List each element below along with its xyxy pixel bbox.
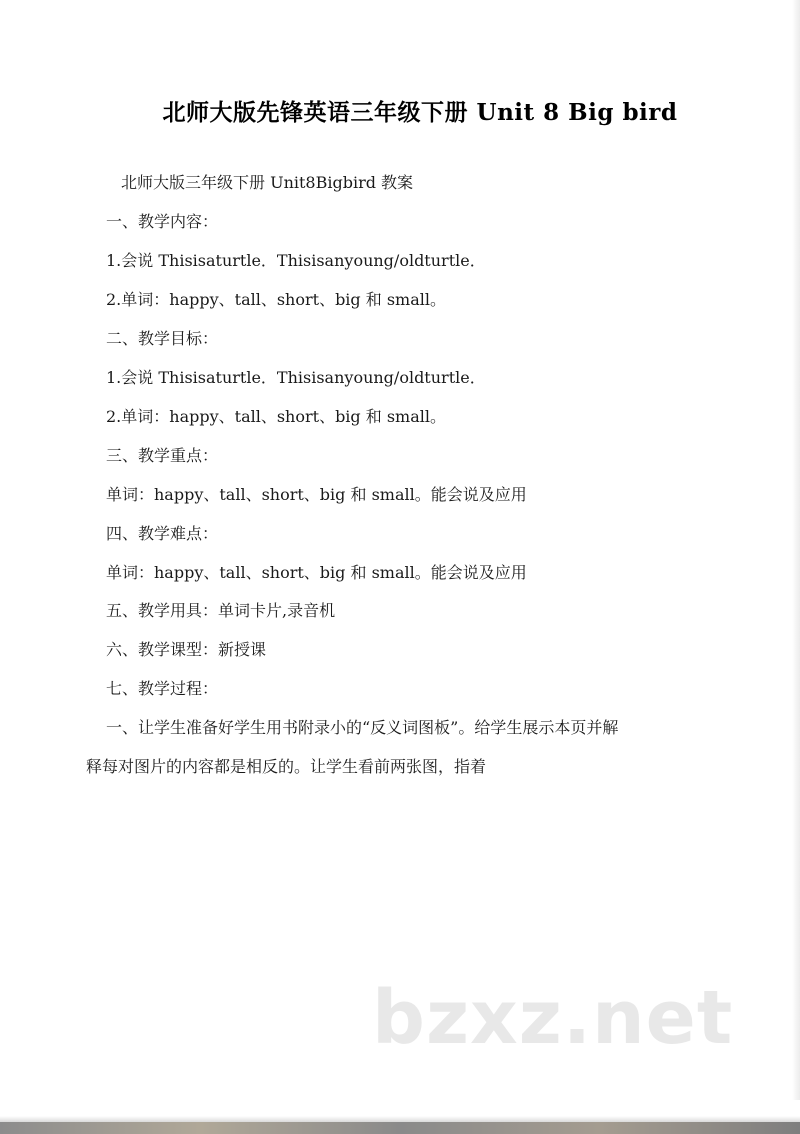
process-paragraph-line-2: 释每对图片的内容都是相反的。让学生看前两张图，指着: [86, 757, 487, 776]
section-heading-process: 七、教学过程：: [106, 679, 219, 698]
key-points-text: 单词：happy、tall、short、big 和 small。能会说及应用: [106, 485, 527, 504]
intro-line: 北师大版三年级下册 Unit8Bigbird 教案: [121, 173, 414, 192]
section-heading-content: 一、教学内容：: [106, 212, 219, 231]
goal-item-2: 2.单词：happy、tall、short、big 和 small。: [106, 407, 446, 426]
document-title: 北师大版先锋英语三年级下册 Unit 8 Big bird: [162, 99, 678, 126]
lesson-type-line: 六、教学课型：新授课: [106, 640, 267, 659]
page-edge-shadow: [792, 0, 800, 1100]
process-paragraph-line-1: 一、让学生准备好学生用书附录小的“反义词图板”。给学生展示本页并解: [106, 718, 619, 737]
goal-item-1: 1.会说 Thisisaturtle．Thisisanyoung/oldturtle．: [106, 368, 486, 387]
content-item-2: 2.单词：happy、tall、short、big 和 small。: [106, 290, 446, 309]
difficulties-text: 单词：happy、tall、short、big 和 small。能会说及应用: [106, 563, 527, 582]
content-item-1: 1.会说 Thisisaturtle．Thisisanyoung/oldturtle．: [106, 251, 486, 270]
section-heading-goals: 二、教学目标：: [106, 329, 219, 348]
section-heading-key-points: 三、教学重点：: [106, 446, 219, 465]
site-watermark: bzxz.net: [372, 975, 734, 1061]
page-bottom-strip: [0, 1122, 800, 1134]
section-heading-difficulties: 四、教学难点：: [106, 524, 219, 543]
teaching-tools-line: 五、教学用具：单词卡片,录音机: [106, 601, 336, 620]
